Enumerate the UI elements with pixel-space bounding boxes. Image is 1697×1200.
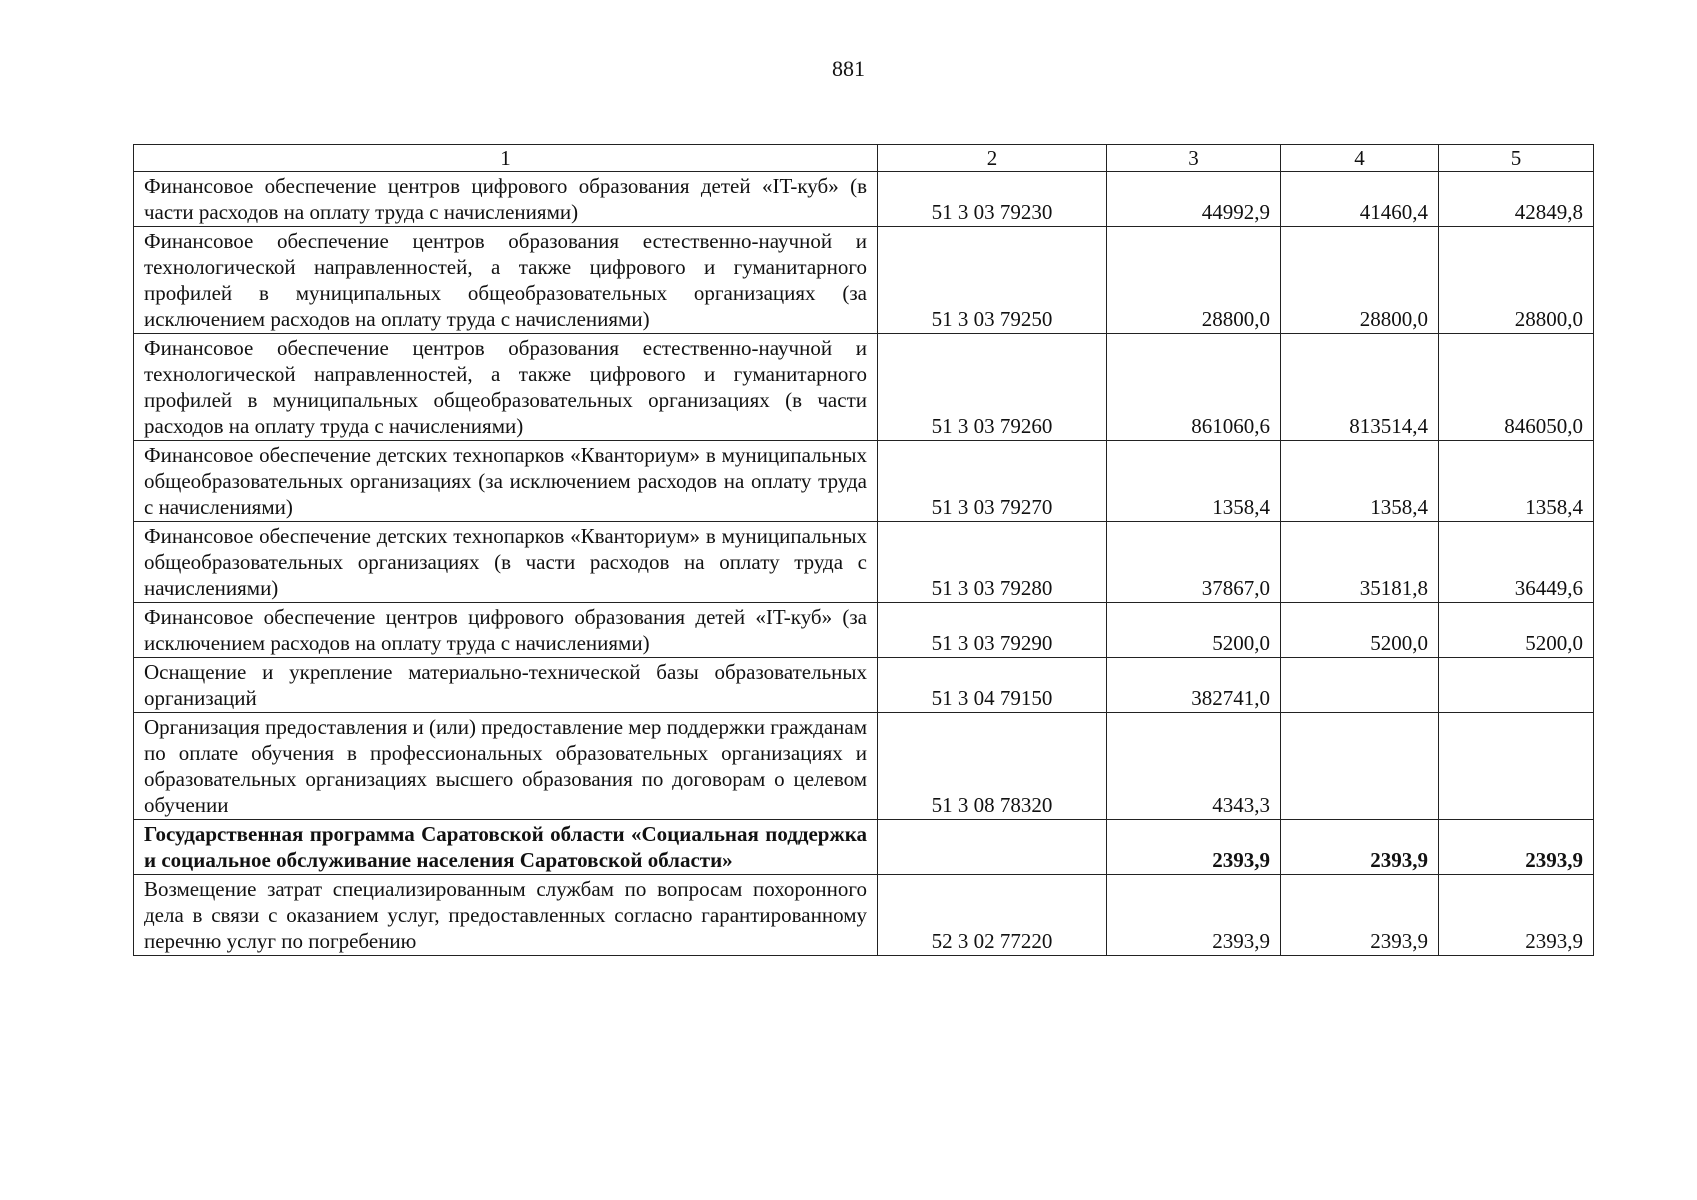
row-value-col4: 813514,4 xyxy=(1281,334,1439,441)
row-name-cell: Финансовое обеспечение центров цифрового образования детей «IT-куб» (за исключением расходов на оплату труда с начислениями) xyxy=(134,603,878,658)
row-name-cell: Организация предоставления и (или) предоставление мер поддержки гражданам по оплате обучения в профессиональных образовательных организациях и образовательных организациях высшего образования по договорам о целевом обучении xyxy=(134,713,878,820)
table-row xyxy=(134,820,1594,875)
row-code-cell: 51 3 03 79270 xyxy=(878,441,1107,522)
table-row xyxy=(134,603,1594,658)
row-name-cell: Оснащение и укрепление материально-технической базы образовательных организаций xyxy=(134,658,878,713)
table-row xyxy=(134,334,1594,441)
row-value-col3: 1358,4 xyxy=(1107,441,1281,522)
row-name-cell: Государственная программа Саратовской области «Социальная поддержка и социальное обслуживание населения Саратовской области» xyxy=(134,820,878,875)
row-value-col3: 382741,0 xyxy=(1107,658,1281,713)
row-value-col5 xyxy=(1439,713,1594,820)
row-value-col3: 44992,9 xyxy=(1107,172,1281,227)
row-code-cell: 51 3 03 79260 xyxy=(878,334,1107,441)
row-code-cell: 51 3 03 79250 xyxy=(878,227,1107,334)
row-value-col5: 42849,8 xyxy=(1439,172,1594,227)
row-name-cell: Финансовое обеспечение детских технопарков «Кванториум» в муниципальных общеобразовательных организациях (за исключением расходов на оплату труда с начислениями) xyxy=(134,441,878,522)
row-value-col5: 5200,0 xyxy=(1439,603,1594,658)
row-value-col4 xyxy=(1281,713,1439,820)
row-code-cell: 51 3 03 79280 xyxy=(878,522,1107,603)
row-name-cell: Финансовое обеспечение детских технопарков «Кванториум» в муниципальных общеобразовательных организациях (в части расходов на оплату труда с начислениями) xyxy=(134,522,878,603)
row-code-cell: 52 3 02 77220 xyxy=(878,875,1107,956)
table-row xyxy=(134,875,1594,956)
row-value-col3: 2393,9 xyxy=(1107,820,1281,875)
column-header-3: 3 xyxy=(1107,145,1281,172)
row-value-col4: 2393,9 xyxy=(1281,820,1439,875)
row-value-col5: 36449,6 xyxy=(1439,522,1594,603)
row-name-cell: Финансовое обеспечение центров образования естественно-научной и технологической направленностей, а также цифрового и гуманитарного профилей в муниципальных общеобразовательных организациях (в части расходов на оплату труда с начислениями) xyxy=(134,334,878,441)
table-header-row xyxy=(134,145,1594,172)
column-header-5: 5 xyxy=(1439,145,1594,172)
budget-table xyxy=(133,144,1594,956)
row-name-cell: Финансовое обеспечение центров цифрового образования детей «IT-куб» (в части расходов на оплату труда с начислениями) xyxy=(134,172,878,227)
row-code-cell xyxy=(878,820,1107,875)
row-value-col3: 4343,3 xyxy=(1107,713,1281,820)
table-row xyxy=(134,658,1594,713)
row-value-col4 xyxy=(1281,658,1439,713)
row-value-col3: 28800,0 xyxy=(1107,227,1281,334)
row-value-col5 xyxy=(1439,658,1594,713)
row-code-cell: 51 3 03 79290 xyxy=(878,603,1107,658)
row-name-cell: Финансовое обеспечение центров образования естественно-научной и технологической направленностей, а также цифрового и гуманитарного профилей в муниципальных общеобразовательных организациях (за исключением расходов на оплату труда с начислениями) xyxy=(134,227,878,334)
row-value-col4: 35181,8 xyxy=(1281,522,1439,603)
row-code-cell: 51 3 03 79230 xyxy=(878,172,1107,227)
row-value-col5: 2393,9 xyxy=(1439,875,1594,956)
row-value-col4: 5200,0 xyxy=(1281,603,1439,658)
row-value-col5: 1358,4 xyxy=(1439,441,1594,522)
table-row xyxy=(134,227,1594,334)
row-value-col5: 28800,0 xyxy=(1439,227,1594,334)
page-number: 881 xyxy=(832,56,865,81)
column-header-2: 2 xyxy=(878,145,1107,172)
table-row xyxy=(134,441,1594,522)
row-name-cell: Возмещение затрат специализированным службам по вопросам похоронного дела в связи с оказанием услуг, предоставленных согласно гарантированному перечню услуг по погребению xyxy=(134,875,878,956)
row-code-cell: 51 3 04 79150 xyxy=(878,658,1107,713)
row-code-cell: 51 3 08 78320 xyxy=(878,713,1107,820)
row-value-col4: 1358,4 xyxy=(1281,441,1439,522)
row-value-col3: 37867,0 xyxy=(1107,522,1281,603)
row-value-col3: 861060,6 xyxy=(1107,334,1281,441)
row-value-col3: 5200,0 xyxy=(1107,603,1281,658)
row-value-col4: 28800,0 xyxy=(1281,227,1439,334)
table-row xyxy=(134,713,1594,820)
row-value-col5: 2393,9 xyxy=(1439,820,1594,875)
column-header-4: 4 xyxy=(1281,145,1439,172)
row-value-col4: 41460,4 xyxy=(1281,172,1439,227)
row-value-col4: 2393,9 xyxy=(1281,875,1439,956)
row-value-col3: 2393,9 xyxy=(1107,875,1281,956)
table-row xyxy=(134,172,1594,227)
row-value-col5: 846050,0 xyxy=(1439,334,1594,441)
column-header-1: 1 xyxy=(134,145,878,172)
table-row xyxy=(134,522,1594,603)
